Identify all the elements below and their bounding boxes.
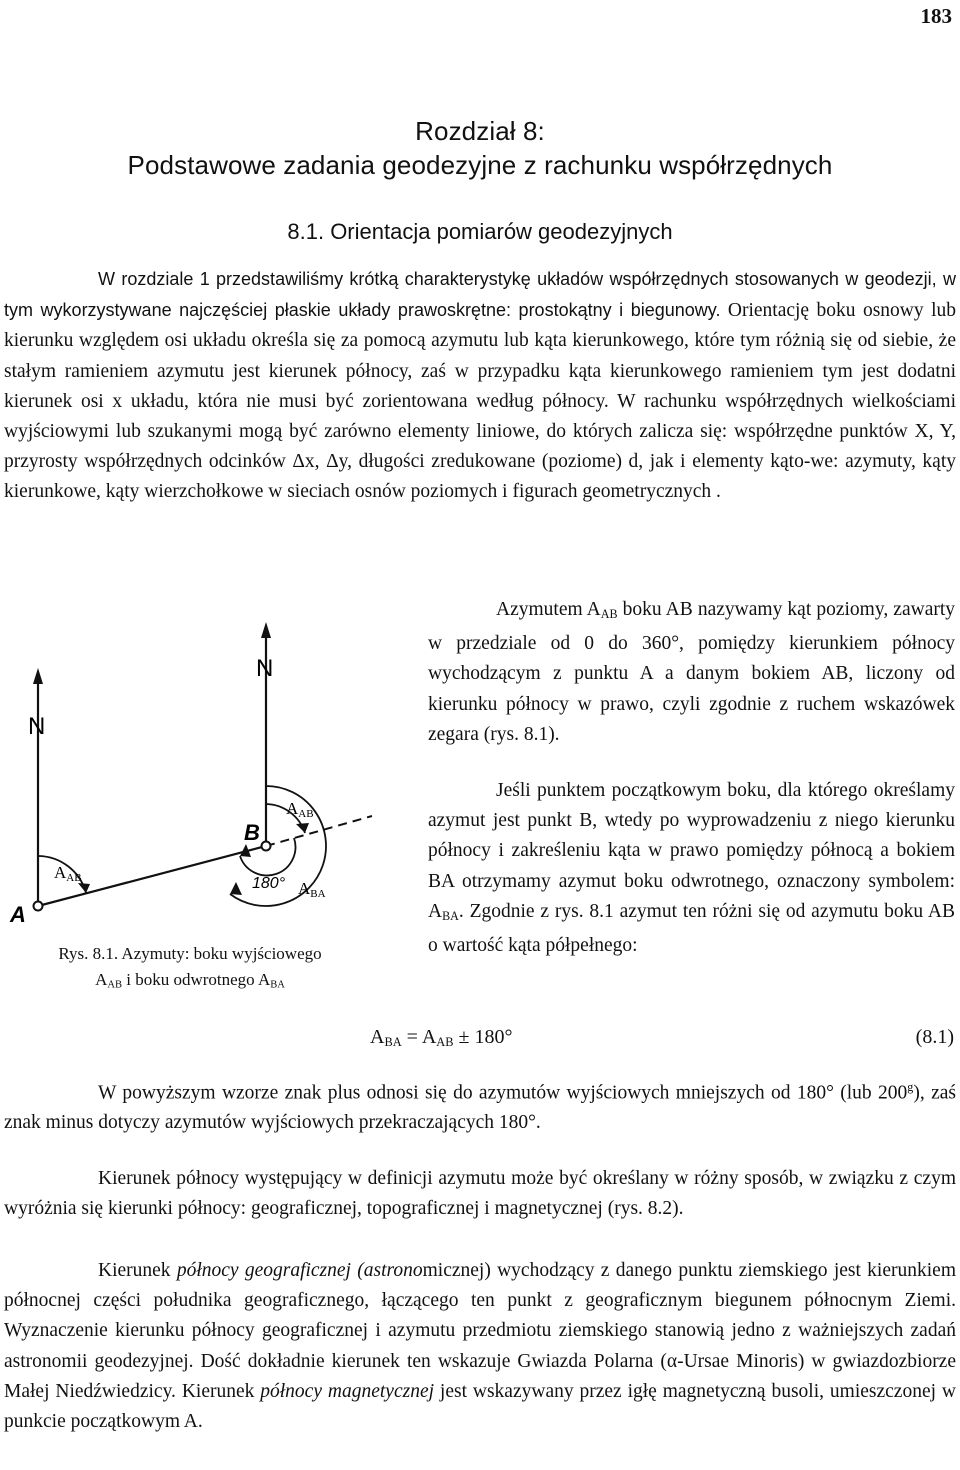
formula-number: (8.1) [915, 1026, 954, 1048]
azimuth-arc-ba-arrow-icon [230, 882, 242, 895]
intro-sentence-serif: Orientację boku osnowy lub kierunku względem osi układu określa się za pomocą azymutu lub kąta kierunkowego, które tym różnią się od siebie, że stałym ramieniem azymutu jest kierunek północy, zaś w przypadku kąta kierunkowego ramieniem tym jest dodatni kierunek osi x układu, która nie musi być zorientowana według północy. W rachunku współrzędnych wielkościami wyjściowymi lub szukanymi mogą być zarówno elementy liniowe, do których zalicza się: współrzędne punktów X, Y, przyrosty współrzędnych odcinków Δx, Δy, długości zredukowane (poziome) d, jak i elementy kąto-we: azymuty, kąty kierunkowe, kąty wierzchołkowe w sieciach osnów poziomych i figurach geometrycznych . [4, 300, 956, 503]
azimuth-arc-a-arrow-icon [78, 883, 90, 893]
azimuth-arc-b-arrow-icon [296, 823, 309, 833]
point-b-label: B [244, 820, 260, 845]
azimuth-ab-label-a: AAB [54, 863, 82, 884]
figure-caption-line2: $A_{AB}$ i boku odwrotnego $A_{BA}$ [95, 970, 285, 991]
azimuth-ba-label: ABA [298, 879, 326, 900]
intro-sentence-sans: W rozdziale 1 przedstawiliśmy krótką charakterystykę układów współrzędnych stosowanych w geodezji, w tym wykorzystywane najczęściej płaskie układy prawoskrętne: prostokątny i biegunowy. [4, 269, 956, 321]
side-ab-extension [266, 816, 372, 846]
back-azimuth-paragraph: Jeśli punktem początkowym boku, dla którego określamy azymut jest punkt B, wtedy po wyprowadzeniu z niego kierunku północy i zakreśleniu kąta w prawo pomiędzy północą a bokiem BA otrzymamy azymut boku odwrotnego, oznaczony symbolem: $A_{BA}$. Zgodnie z rys. 8.1 azymut ten różni się od azymutu boku AB o wartość kąta półpełnego: [428, 780, 955, 957]
north-types-paragraph: Kierunek północy występujący w definicji azymutu może być określany w różny sposób, w związku z czym wyróżnia się kierunki północy: geograficznej, topograficznej i magnetycznej (rys. 8.2). [4, 1168, 956, 1220]
geographic-north-paragraph: Kierunek północy geograficznej (astronomicznej) wychodzący z danego punktu ziemskiego jest kierunkiem północnej części południka geograficznego, łączącego ten punkt z geograficznym biegunem północnym Ziemi. Wyznaczenie kierunku północy geograficznej i azymutu przedmiotu ziemskiego stanowią jedno z ważniejszych zadań astronomii geodezyjnej. Dość dokładnie kierunek ten wskazuje Gwiazda Polarna (α-Ursae Minoris) w gwiazdozbiorze Małej Niedźwiedzicy. Kierunek północy magnetycznej jest wskazywany przez igłę magnetyczną busoli, umieszczonej w punkcie początkowym A. [4, 1260, 956, 1433]
point-b-marker [262, 842, 271, 851]
azimuth-figure [0, 600, 420, 940]
page-number: 183 [920, 4, 952, 28]
azimuth-definition-paragraph: Azymutem $A_{AB}$ boku AB nazywamy kąt poziomy, zawarty w przedziale od 0 do 360°, pomiędzy kierunkiem północy wychodzącym z punktu A a danym bokiem AB, liczony od kierunku północy w prawo, czyli zgodnie z ruchem wskazówek zegara (rys. 8.1). [428, 599, 956, 745]
north-arrow-b-icon [261, 622, 271, 638]
section-title: 8.1. Orientacja pomiarów geodezyjnych [287, 219, 673, 244]
point-a-label: A [10, 902, 26, 927]
formula-8-1: $A_{BA} = A_{AB} \pm 180^\circ$ [370, 1026, 513, 1050]
chapter-title [0, 114, 960, 182]
chapter-name: Podstawowe zadania geodezyjne z rachunku współrzędnych [127, 150, 833, 180]
point-a-marker [34, 902, 43, 911]
figure-caption [20, 941, 360, 999]
formula-explanation-paragraph: W powyższym wzorze znak plus odnosi się do azymutów wyjściowych mniejszych od 180° (lub 200$^g$), zaś znak minus dotyczy azymutów wyjściowych przekraczających 180°. [4, 1080, 956, 1134]
intro-paragraph [4, 264, 956, 508]
north-arrow-a-icon [33, 668, 43, 684]
north-label-a: N [28, 713, 46, 740]
chapter-number: Rozdział 8: [415, 116, 545, 146]
figure-caption-line1: Rys. 8.1. Azymuty: boku wyjściowego [58, 944, 322, 963]
angle-180-label: 180° [252, 875, 286, 892]
north-label-b: N [256, 655, 274, 682]
azimuth-ab-label-b: AAB [286, 799, 314, 820]
